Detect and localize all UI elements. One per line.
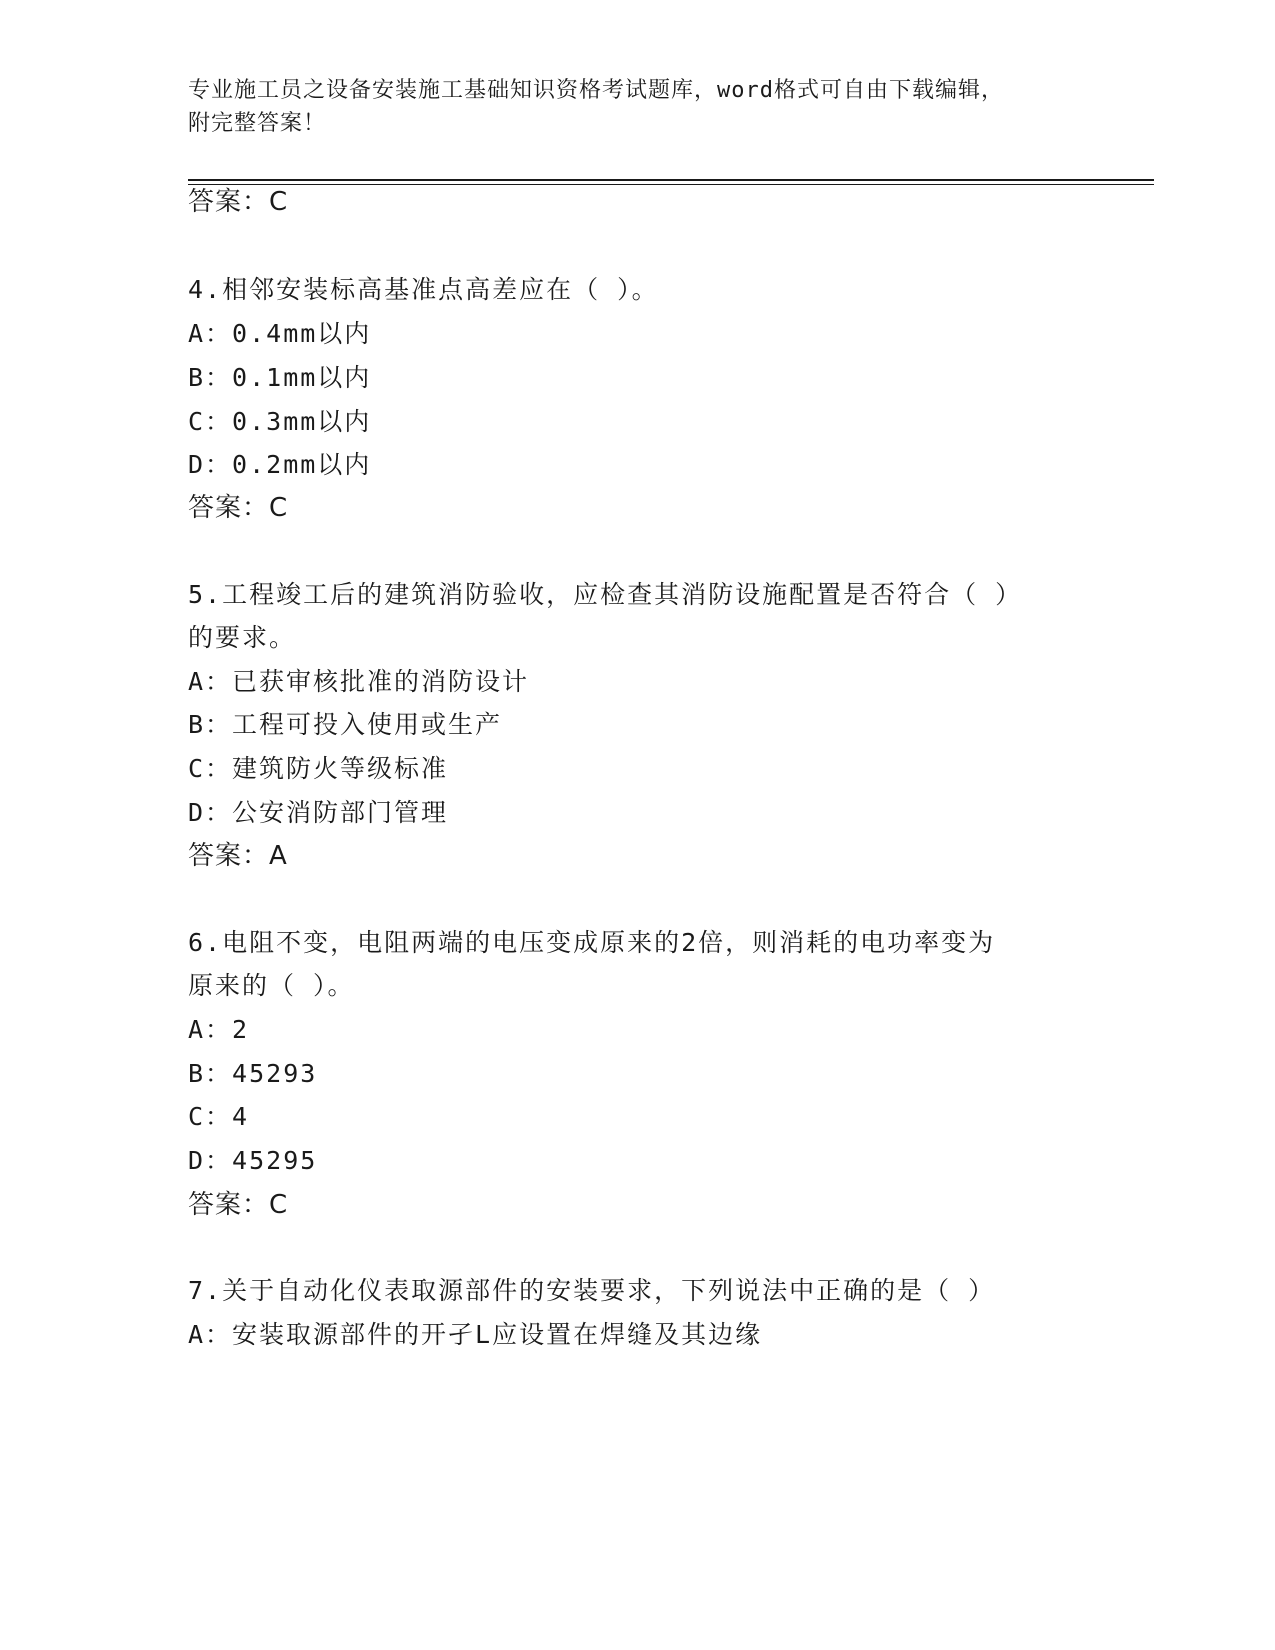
question-4-answer: 答案：C (188, 493, 289, 523)
previous-answer: 答案：C (188, 187, 289, 217)
question-4-option-a: A：0.4mm以内 (188, 319, 372, 348)
question-5-option-d: D：公安消防部门管理 (188, 798, 449, 827)
question-4-stem: 4.相邻安装标高基准点高差应在（ ）。 (188, 275, 659, 304)
question-6-stem-line-1: 6.电阻不变，电阻两端的电压变成原来的2倍，则消耗的电功率变为 (188, 928, 996, 957)
question-5-option-a: A：已获审核批准的消防设计 (188, 667, 530, 696)
question-7-option-a: A：安装取源部件的开孑L应设置在焊缝及其边缘 (188, 1320, 763, 1349)
question-5-stem-line-1: 5.工程竣工后的建筑消防验收，应检查其消防设施配置是否符合（ ） (188, 580, 1023, 609)
question-5-option-b: B：工程可投入使用或生产 (188, 710, 503, 739)
header-divider-thin (188, 184, 1154, 185)
question-4-option-c: C：0.3mm以内 (188, 407, 372, 436)
question-6-option-d: D：45295 (188, 1146, 318, 1175)
question-5-stem-line-2: 的要求。 (188, 623, 297, 652)
question-6-option-c: C：4 (188, 1102, 250, 1131)
header-line-2: 附完整答案！ (188, 111, 327, 136)
question-4-option-b: B：0.1mm以内 (188, 363, 372, 392)
document-header (188, 74, 1068, 140)
question-5-answer: 答案：A (188, 841, 288, 871)
question-6-answer: 答案：C (188, 1190, 289, 1220)
header-line-1: 专业施工员之设备安装施工基础知识资格考试题库，word格式可自由下载编辑， (188, 78, 1004, 103)
header-divider-thick (188, 179, 1154, 181)
question-6-option-a: A：2 (188, 1015, 250, 1044)
question-7-stem: 7.关于自动化仪表取源部件的安装要求，下列说法中正确的是（ ） (188, 1276, 996, 1305)
question-4-option-d: D：0.2mm以内 (188, 450, 372, 479)
question-6-stem-line-2: 原来的（ ）。 (188, 971, 355, 1000)
question-6-option-b: B：45293 (188, 1059, 318, 1088)
question-5-option-c: C：建筑防火等级标准 (188, 754, 449, 783)
